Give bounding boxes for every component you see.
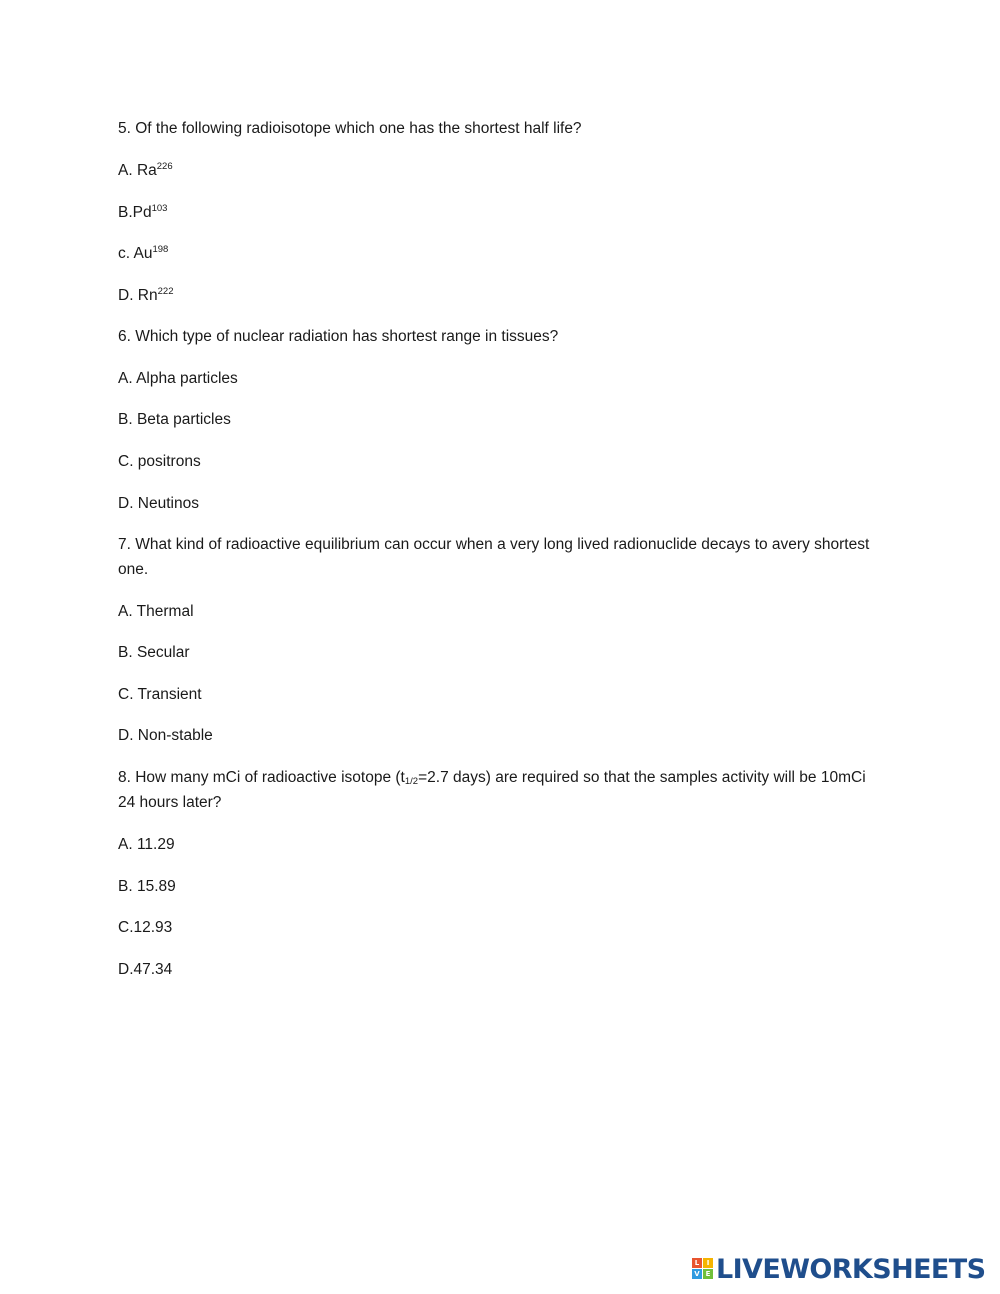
question-5-option-b[interactable] (118, 200, 878, 225)
question-7-prompt: 7. What kind of radioactive equilibrium can occur when a very long lived radionuclide decays to avery shortest one. (118, 536, 870, 578)
mass-number: 226 (156, 161, 173, 172)
question-7-option-c[interactable]: C. Transient (118, 686, 202, 703)
logo-blocks-icon (692, 1258, 714, 1280)
question-5-option-a[interactable] (118, 158, 878, 183)
question-6-option-c[interactable]: C. positrons (118, 453, 201, 470)
question-7-option-d[interactable]: D. Non-stable (118, 727, 213, 744)
question-7-option-b[interactable]: B. Secular (118, 644, 190, 661)
question-8-option-a[interactable]: A. 11.29 (118, 836, 175, 853)
question-5-prompt: 5. Of the following radioisotope which one has the shortest half life? (118, 120, 582, 137)
question-6-option-b[interactable]: B. Beta particles (118, 411, 231, 428)
prompt-text-end: =2.7 days) are required so that the samples activity will be 10mCi 24 hours later? (118, 769, 866, 811)
mass-number: 103 (151, 203, 168, 214)
question-5-option-d[interactable] (118, 283, 878, 308)
question-6-prompt: 6. Which type of nuclear radiation has shortest range in tissues? (118, 328, 559, 345)
mass-number: 222 (157, 286, 174, 297)
option-label: c. Au (118, 245, 153, 262)
logo-block-e: E (703, 1269, 713, 1279)
question-8-option-d[interactable]: D.47.34 (118, 961, 173, 978)
question-8-option-b[interactable]: B. 15.89 (118, 878, 176, 895)
logo-wordmark: LIVEWORKSHEETS (716, 1253, 986, 1285)
option-label: A. Ra (118, 162, 157, 179)
logo-block-i: I (703, 1258, 713, 1268)
half-life-subscript: 1/2 (404, 776, 419, 787)
option-label: B.Pd (118, 204, 152, 221)
logo-block-v: V (692, 1269, 702, 1279)
prompt-text-start: 8. How many mCi of radioactive isotope (t (118, 769, 405, 786)
question-8-option-c[interactable]: C.12.93 (118, 919, 173, 936)
mass-number: 198 (152, 244, 169, 255)
liveworksheets-logo (692, 1254, 985, 1284)
option-label: D. Rn (118, 287, 158, 304)
question-6-option-a[interactable]: A. Alpha particles (118, 370, 238, 387)
question-5-option-c[interactable] (118, 241, 878, 266)
question-8-prompt (118, 765, 878, 815)
logo-block-l: L (692, 1258, 702, 1268)
question-7-option-a[interactable]: A. Thermal (118, 603, 194, 620)
question-6-option-d[interactable]: D. Neutinos (118, 495, 199, 512)
